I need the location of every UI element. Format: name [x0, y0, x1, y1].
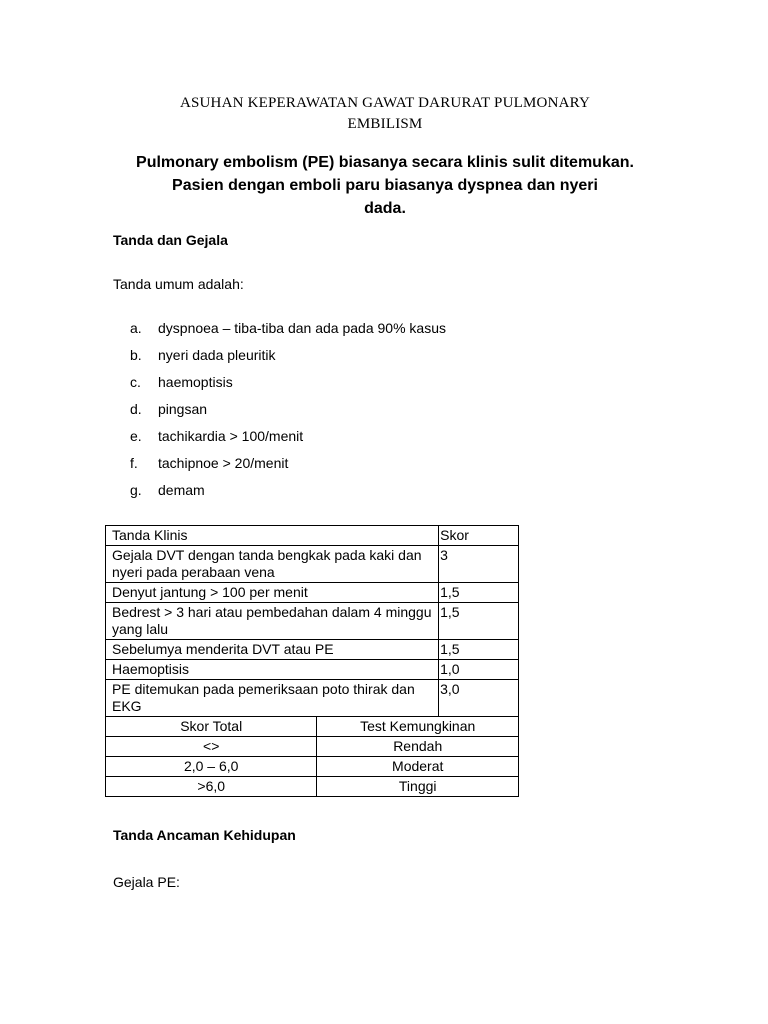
table-row: [106, 660, 519, 680]
table-cell: PE ditemukan pada pemeriksaan poto thirak dan EKG: [106, 680, 439, 717]
list-item: [130, 454, 446, 481]
list-item-text: demam: [158, 482, 205, 498]
intro-line: Pulmonary embolism (PE) biasanya secara klinis sulit ditemukan.: [136, 154, 634, 171]
list-marker: e.: [130, 428, 142, 444]
list-item-text: haemoptisis: [158, 374, 233, 390]
table-cell: 3,0: [439, 680, 519, 717]
section-heading-signs: Tanda dan Gejala: [113, 232, 228, 248]
signs-list: [130, 319, 446, 508]
section-heading-life-threat: Tanda Ancaman Kehidupan: [113, 827, 296, 843]
list-item-text: tachipnoe > 20/menit: [158, 455, 289, 471]
summary-row: [106, 757, 519, 777]
summary-header-row: [106, 717, 519, 737]
table-row: [106, 640, 519, 660]
document-title: [100, 93, 670, 135]
list-item-text: dyspnoea – tiba-tiba dan ada pada 90% kasus: [158, 320, 446, 336]
intro-line: dada.: [364, 200, 406, 217]
table-cell: Haemoptisis: [106, 660, 439, 680]
clinical-score-table: [105, 525, 519, 797]
general-signs-label: Tanda umum adalah:: [113, 276, 244, 292]
table-cell: Denyut jantung > 100 per menit: [106, 583, 439, 603]
table-cell: Tinggi: [317, 777, 519, 797]
table-cell: 1,5: [439, 603, 519, 640]
list-item-text: tachikardia > 100/menit: [158, 428, 304, 444]
table-cell: 3: [439, 546, 519, 583]
summary-row: [106, 737, 519, 757]
list-item-text: nyeri dada pleuritik: [158, 347, 276, 363]
title-line: ASUHAN KEPERAWATAN GAWAT DARURAT PULMONARY: [179, 95, 591, 111]
table-cell: Sebelumya menderita DVT atau PE: [106, 640, 439, 660]
table-cell: <>: [106, 737, 317, 757]
table-row: [106, 546, 519, 583]
table-cell: 1,0: [439, 660, 519, 680]
table-row: [106, 583, 519, 603]
table-cell: Bedrest > 3 hari atau pembedahan dalam 4 minggu yang lalu: [106, 603, 439, 640]
table-cell: Rendah: [317, 737, 519, 757]
list-marker: b.: [130, 347, 142, 363]
table-cell: 1,5: [439, 640, 519, 660]
pe-symptoms-label: Gejala PE:: [113, 874, 180, 890]
list-marker: g.: [130, 482, 142, 498]
summary-row: [106, 777, 519, 797]
intro-line: Pasien dengan emboli paru biasanya dyspnea dan nyeri: [172, 177, 598, 194]
list-item: [130, 427, 446, 454]
list-item: [130, 400, 446, 427]
table-cell: 1,5: [439, 583, 519, 603]
list-item-text: pingsan: [158, 401, 208, 417]
table-cell: Gejala DVT dengan tanda bengkak pada kaki dan nyeri pada perabaan vena: [106, 546, 439, 583]
table-cell: Tanda Klinis: [106, 526, 439, 546]
table-header-row: [106, 526, 519, 546]
table-cell: Skor Total: [106, 717, 317, 737]
list-marker: c.: [130, 374, 141, 390]
table-cell: 2,0 – 6,0: [106, 757, 317, 777]
table-cell: >6,0: [106, 777, 317, 797]
table-cell: Test Kemungkinan: [317, 717, 519, 737]
list-marker: a.: [130, 320, 142, 336]
list-item: [130, 481, 446, 508]
table-row: [106, 680, 519, 717]
intro-paragraph: [100, 151, 670, 220]
table-cell: Moderat: [317, 757, 519, 777]
table-row: [106, 603, 519, 640]
list-item: [130, 319, 446, 346]
title-line: EMBILISM: [347, 116, 423, 132]
list-item: [130, 346, 446, 373]
list-item: [130, 373, 446, 400]
table-cell: Skor: [439, 526, 519, 546]
list-marker: f.: [130, 455, 138, 471]
list-marker: d.: [130, 401, 142, 417]
